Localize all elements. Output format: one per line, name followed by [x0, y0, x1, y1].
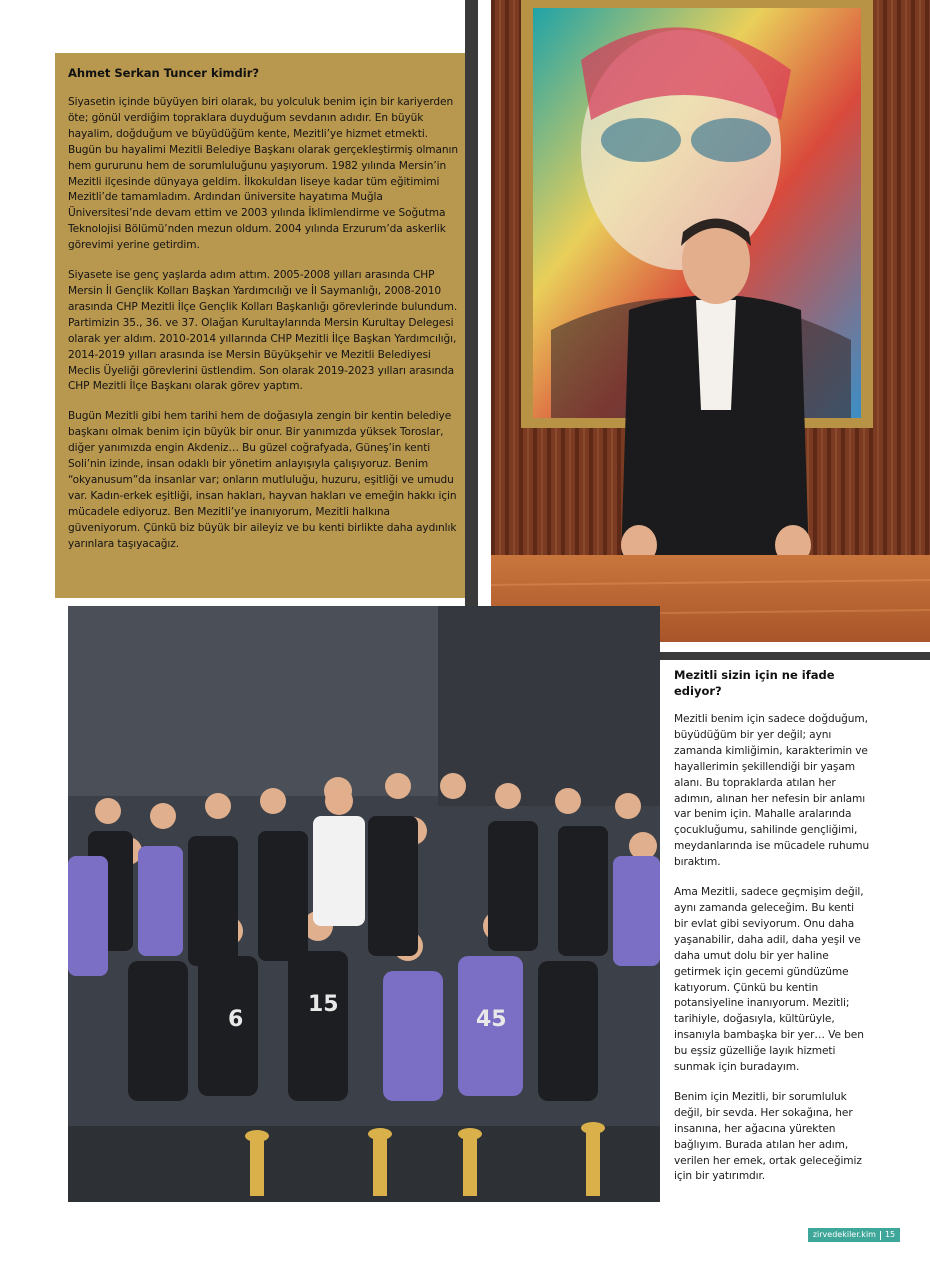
mayor-portrait-photo [491, 0, 930, 642]
jersey-number-15: 15 [308, 992, 339, 1017]
mezitli-heading: Mezitli sizin için ne ifade ediyor? [674, 668, 835, 698]
team-illustration [68, 606, 660, 1202]
footer-badge [808, 1228, 900, 1242]
page-number: 15 [884, 1230, 896, 1239]
bio-paragraph-3: Bugün Mezitli gibi hem tarihi hem de doğasıyla zengin bir kentin belediye başkanı olmak benim için büyük bir onur. Bir yanımızda yüksek Toroslar, diğer yanımızda engin Akdeniz… Bu güzel coğrafyada, Güneş’in kenti Soli’nin izinde, insan odaklı bir yönetim anlayışıyla çalışıyoruz. Benim “okyanusum”da insanlar var; onların mutluluğu, huzuru, eşitliği ve umudu var. Kadın-erkek eşitliği, insan hakları, hayvan hakları ve emeğin hakkı için mücadele ediyoruz. Ben Mezitli’ye inanıyorum, Mezitli halkına güveniyorum. Çünkü biz büyük bir aileyiz ve bu kenti birlikte daha aydınlık yarınlara taşıyacağız. [68, 410, 457, 550]
mezitli-section [674, 668, 870, 1199]
bio-heading: Ahmet Serkan Tuncer kimdir? [68, 66, 260, 80]
footer-site[interactable]: zirvedekiler.kim [812, 1230, 876, 1239]
mezitli-paragraph-3: Benim için Mezitli, bir sorumluluk değil, bir sevda. Her sokağına, her insanına, her ağacına yürekten bağlıyım. Burada atılan her adım, verilen her emek, ortak geleceğimiz için bir yatırımdır. [674, 1090, 862, 1183]
mezitli-paragraph-1: Mezitli benim için sadece doğduğum, büyüdüğüm bir yer değil; aynı zamanda kimliğimin, karakterimin ve hayallerimin şekillendiği bir yaşam alanı. Bu topraklarda atılan her adımın, alınan her nefesin bir anlamı var benim için. Mahalle aralarında çocukluğumu, sahilinde gençliğimi, meydanlarında ise mücadele ruhumu bıraktım. [674, 713, 870, 869]
bio-paragraph-1: Siyasetin içinde büyüyen biri olarak, bu yolculuk benim için bir kariyerden öte; gönül verdiğim topraklara duyduğum sevdanın adıdır. En büyük hayalim, doğduğum ve büyüdüğüm kente, Mezitli’ye hizmet etmekti. Bugün bu hayalimi Mezitli Belediye Başkanı olarak gerçekleştirmiş olmanın hem gururunu hem de sorumluluğunu yaşıyorum. 1982 yılında Mersin’in Mezitli ilçesinde dünyaya geldim. İlkokuldan liseye kadar tüm eğitimimi Mezitli’de tamamladım. Ardından üniversite hayatıma Muğla Üniversitesi’nde devam ettim ve 2003 yılında İklimlendirme ve Soğutma Teknolojisi Bölümü’nden mezun oldum. 2004 yılında Erzurum’da askerlik görevimi yerine getirdim. [68, 96, 458, 252]
bio-paragraph-2: Siyasete ise genç yaşlarda adım attım. 2005-2008 yılları arasında CHP Mersin İl Gençlik Kolları Başkan Yardımcılığı ve İl Saymanlığı, 2008-2010 arasında CHP Mezitli İlçe Gençlik Kolları Başkanlığı görevlerinde bulundum. Partimizin 35., 36. ve 37. Olağan Kurultaylarında Mersin Kurultay Delegesi olarak yer aldım. 2010-2014 yıllarında CHP Mezitli İlçe Başkan Yardımcılığı, 2014-2019 yılları arasında ise Mersin Büyükşehir ve Mezitli Belediyesi Meclis Üyeliği görevlerini üstlendim. Son olarak 2019-2023 yılları arasında CHP Mezitli İlçe Başkanı olarak görev yaptım. [68, 269, 458, 393]
footer-divider [880, 1231, 881, 1240]
mezitli-paragraph-2: Ama Mezitli, sadece geçmişim değil, aynı zamanda geleceğim. Bu kenti bir evlat gibi seviyorum. Onu daha yaşanabilir, daha adil, daha yeşil ve daha umut dolu bir yer haline getirmek için gecemi gündüzüme katıyorum. Çünkü bu kentin potansiyeline inanıyorum. Mezitli; tarihiyle, doğasıyla, kültürüyle, insanıyla bambaşka bir yer… Ve ben bu eşsiz güzelliğe layık hizmeti sunmak için buradayım. [674, 886, 864, 1074]
bio-section [55, 53, 465, 598]
volleyball-team-photo [68, 606, 660, 1202]
portrait-illustration [491, 0, 930, 642]
jersey-number-6: 6 [228, 1007, 244, 1032]
jersey-number-45: 45 [476, 1007, 507, 1032]
